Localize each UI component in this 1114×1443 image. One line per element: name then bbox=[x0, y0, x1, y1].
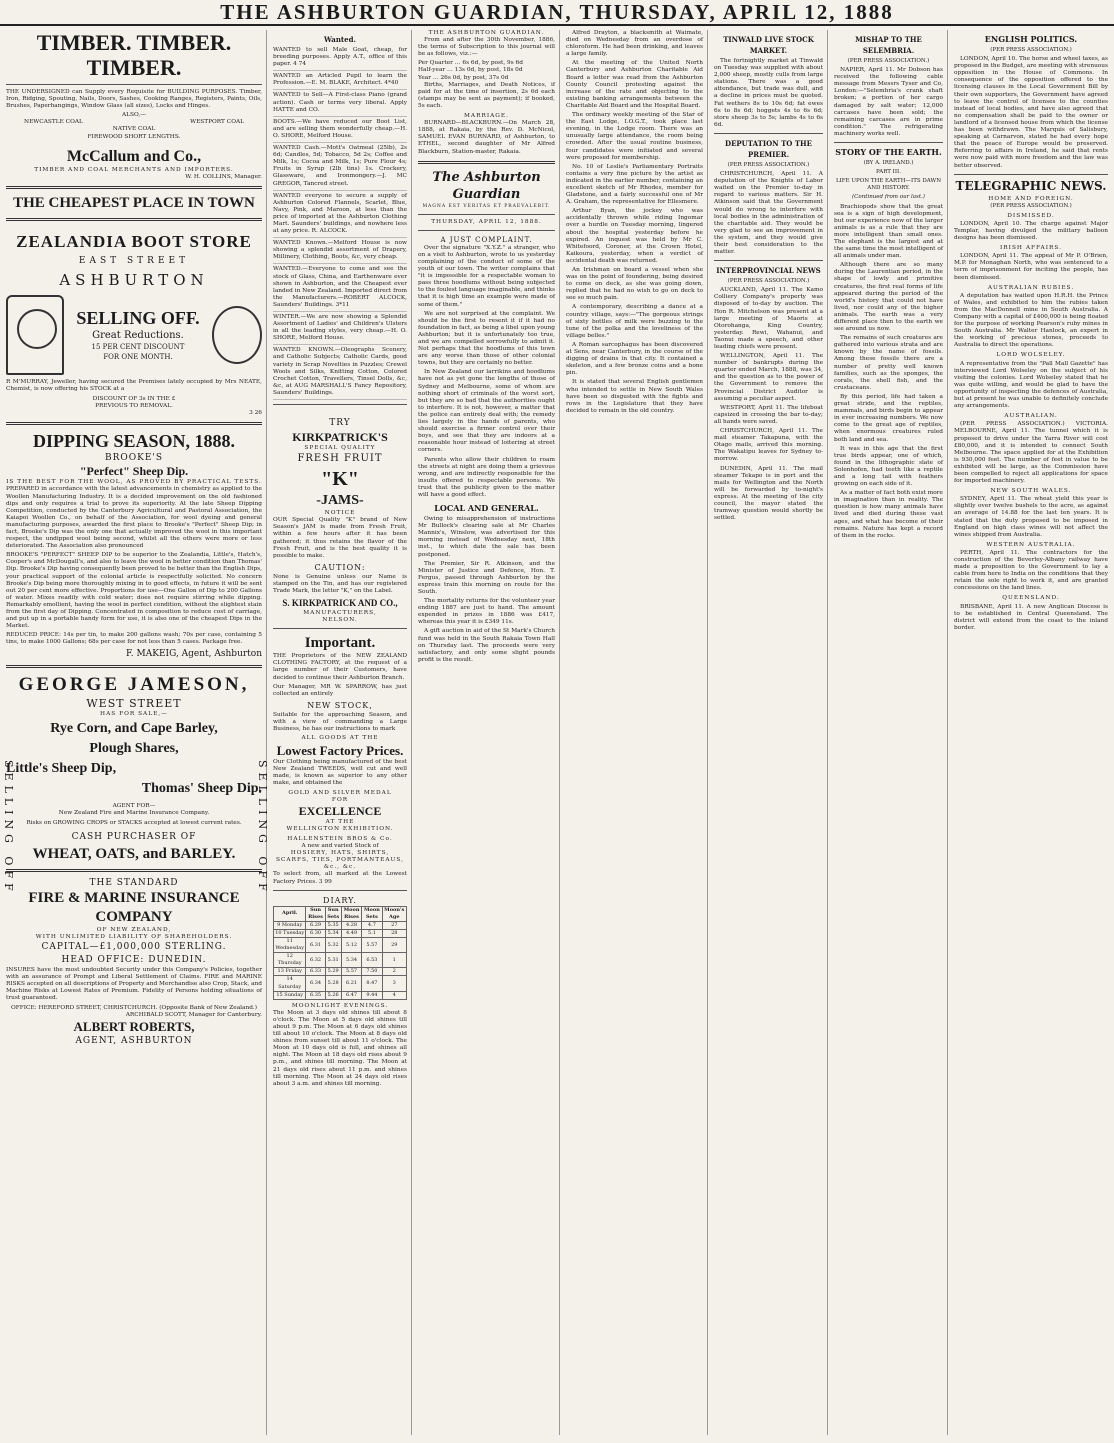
timber-coal-3: NATIVE COAL bbox=[112, 126, 156, 133]
important-at: AT THE bbox=[325, 818, 355, 825]
diary-cell: 6.31 bbox=[306, 937, 325, 952]
standard-capital: CAPITAL—£1,000,000 STERLING. bbox=[41, 942, 227, 953]
interprovincial-item: CHRISTCHURCH, April 11. The mail steamer Takapuna, with the Otago mails, arrived this morning. The Wakatipu leaves for Sydney to-morrow. bbox=[714, 428, 823, 463]
local-paragraph: The mortality returns for the volunteer year ending 1887 are just to hand. The amount expended in prizes in 1886 was £417, whereas this year it is £349 11s. bbox=[418, 598, 555, 626]
english-politics-body: LONDON, April 10. The horse and wheel taxes, as proposed in the Budget, are meeting with strenuous opposition in the House of Commons. In consequence of the opposition offered to the licensing clauses in the Local Government Bill by their own supporters, the Government have agreed to leave the control of licenses to the counties instead of local bodies, and have also agreed that no compensation shall be paid to the owner or landlord of a licensed house from which the license has been withdrawn. The Marquis of Salisbury, speaking at Carnarvon, stated he had every hope that the peace of Europe would be preserved. Referring to affairs in Ireland, he said that rents were now paid with more freedom and the law was better observed. bbox=[954, 56, 1108, 169]
important-exhibition: WELLINGTON EXHIBITION. bbox=[286, 825, 394, 832]
editorial-paragraph: In New Zealand our larrikins and hoodlums have not as yet gone the lengths of those of Sydney and Melbourne, some of whom are nothing short of criminals of the worst sort, but they are so bad that the authorities ought to interfere. It is not, however, a matter that the police can entirely deal with; the remedy lies largely in the hands of parents, who should exercise a firmer control over their boys, and see that they are indoors at a reasonable hour instead of loitering at street corners. bbox=[418, 369, 555, 454]
wanted-ad: WANTED Cash.—Mott's Oatmeal (25lb), 2s 6d; Candles, 5d; Tobacco, 5d 2s; Coffee and Milk, 1s; Cocoa and Milk, 1s; Pure Flour 4s; Fruits in Syrup (2lb tins) 1s. Crockery, Glassware, and Ironmongery.—J. MC GREGOR, Tancred street. bbox=[273, 145, 407, 191]
diary-cell: 3 bbox=[382, 976, 406, 991]
diary-col-header: Sun Sets bbox=[325, 906, 341, 921]
interprovincial-news bbox=[714, 287, 823, 522]
wanted-ad: BOOTS.—We have reduced our Boot List, and are selling them wonderfully cheap.—H. O. SHORE, Melford House. bbox=[273, 119, 407, 143]
diary-cell: 14 Saturday bbox=[274, 976, 306, 991]
diary-col-header: April. bbox=[274, 906, 306, 921]
editorial-date: THURSDAY, APRIL 12, 1888. bbox=[431, 218, 542, 225]
diary-cell: 5.12 bbox=[341, 937, 362, 952]
jameson-name: GEORGE JAMESON, bbox=[18, 674, 250, 696]
jameson-item-2: Plough Shares, bbox=[89, 740, 179, 756]
story-paragraph: It was in this age that the first true birds appear, one of which, found in the lithographic slate of Solenhofen, had teeth like a reptile and a long tail with feathers growing on each side of it. bbox=[834, 445, 943, 488]
terms-line: Half-year … 13s 0d, by post, 18s 0d bbox=[418, 67, 523, 74]
diary-cell: 4.28 bbox=[341, 921, 362, 929]
marriage-heading: MARRIAGE. bbox=[463, 113, 510, 120]
editorial-paper: The Ashburton Guardian bbox=[432, 169, 541, 202]
diary-cell: 5.32 bbox=[325, 937, 341, 952]
telegraphic-section-heading: NEW SOUTH WALES. bbox=[990, 488, 1072, 495]
diary-cell: 8.47 bbox=[362, 976, 382, 991]
timber-body: THE UNDERSIGNED can Supply every Requisite for BUILDING PURPOSES. Timber, Iron, Ridging, Spouting, Nails, Doors, Sashes, Cooking Ranges, Registers, Paints, Oils, Brushes, Paperhangings, Window Glass (all sizes), Locks and Hinges. bbox=[6, 89, 262, 110]
standard-offices: OFFICE: HEREFORD STREET, CHRISTCHURCH. (Opposite Bank of New Zealand.) bbox=[10, 1004, 258, 1011]
timber-manager: W. H. COLLINS, Manager. bbox=[185, 173, 262, 180]
diary-cell: 6.32 bbox=[306, 953, 325, 968]
important-suitable: Suitable for the approaching Season, and with a view of commanding a Large Business, he has our instructions to mark bbox=[273, 711, 407, 732]
deputation-body: CHRISTCHURCH, April 11. A deputation of the Knights of Labor waited on the Premier to-day in regard to various matters. Sir H. Atkinson said that the Government would do wrong to interfere with local bodies in the administration of the charitable aid. They would be very glad to see an improvement in the system, and they would give their best consideration to the matter. bbox=[714, 171, 823, 256]
telegraphic-section-heading: WESTERN AUSTRALIA. bbox=[986, 541, 1076, 548]
deputation-heading: DEPUTATION TO THE PREMIER. bbox=[725, 138, 812, 159]
tinwald-body: The fortnightly market at Tinwald on Tuesday was supplied with about 2,000 sheep, mostly culls from large stations. There was a good attendance, but trade was dull, and a decline in prices must be quoted. Fat wethers 8s to 10s 6d; fat ewes 6s to 8s 6d; hoggets 4s to 6s 6d; store sheep 3s to 5s; lambs 4s to 6s 6d. bbox=[714, 58, 823, 128]
wanted-ad: WINTER.—We are now showing a Splendid Assortment of Ladies' and Children's Ulsters in all the leading styles, very cheap.—H. O. SHORE, Melford House. bbox=[273, 314, 407, 345]
column-7 bbox=[950, 30, 1112, 1435]
important-all-goods: ALL GOODS AT THE bbox=[301, 735, 379, 742]
zealandia-street: EAST STREET bbox=[78, 255, 190, 266]
editorial-paragraph: Parents who allow their children to roam the streets at night are doing them a grievous wrong, and are indirectly responsible for the insults offered to respectable persons. We trust that the publicity given to the matter will have a good effect. bbox=[418, 456, 555, 498]
interprovincial-item: WELLINGTON, April 11. The number of bankrupts during the quarter ended March, 1888, was 34, and the question as to the power of the Government to remove the Provincial District Auditor is assuming a peculiar aspect. bbox=[714, 353, 823, 402]
telegraphic-section-body: SYDNEY, April 11. The wheat yield this year is slightly over twelve bushels to the acre, as against an average of 14.88 for the last ten years. It is stated that the duty proposed to be imposed in England on high class wines will not affect the wines shipped from Australia. bbox=[954, 496, 1108, 538]
interprovincial-item: WESTPORT, April 11. The lifeboat capsized in crossing the bar to-day; all hands were saved. bbox=[714, 404, 823, 425]
diary-cell: 6.34 bbox=[306, 976, 325, 991]
col4-paragraph: Arthur Byan, the jockey who was accidentally thrown while riding Ingomar over a hurdle on Tuesday morning, lingered about the hospital yesterday before he expired. An inquest was held by Mr C. Whitefoord, Coroner, at the Crown Hotel, Kaikoura, yesterday, when a verdict of accidental death was returned. bbox=[566, 208, 703, 264]
story-heading: STORY OF THE EARTH. bbox=[835, 147, 942, 158]
timber-firewood: FIREWOOD SHORT LENGTHS. bbox=[87, 133, 181, 140]
diary-col-header: Sun Rises bbox=[306, 906, 325, 921]
telegraphic-section-body: BRISBANE, April 11. A new Anglican Diocese is to be established in Central Queensland. The district will extend from the coast to the inland border. bbox=[954, 603, 1108, 631]
diary-cell: 9 Monday bbox=[274, 921, 306, 929]
timber-heading: TIMBER. TIMBER. TIMBER. bbox=[36, 30, 232, 80]
telegraphic-section-heading: QUEENSLAND. bbox=[1002, 595, 1060, 602]
selling-off-side-right: SELLING OFF bbox=[256, 760, 269, 896]
diary-cell: 6.30 bbox=[306, 929, 325, 937]
standard-liability: WITH UNLIMITED LIABILITY OF SHAREHOLDERS. bbox=[35, 933, 233, 940]
diary-row bbox=[274, 953, 407, 968]
important-medal: GOLD AND SILVER MEDAL bbox=[288, 789, 392, 796]
kirk-caution-body: None is Genuine unless our Name is stamped on the Tin, and has our registered Trade Mark, the letter "K," on the Label. bbox=[273, 573, 407, 594]
timber-also: ALSO,— bbox=[121, 112, 147, 119]
dip-brand: BROOKE'S bbox=[104, 453, 164, 464]
diary-row bbox=[274, 976, 407, 991]
deputation-sub: (PER PRESS ASSOCIATION.) bbox=[727, 161, 810, 168]
telegraphic-section-body: (PER PRESS ASSOCIATION.) VICTORIA. MELBOURNE, April 11. The tunnel which it is proposed to drive under the Yarra River will cost £80,000, and it is intended to connect South Melbourne. The space applied for at the Exhibition is 930,000 feet. The number of feet in value to be exhibited will be large, as the Commission have been compelled to reject all applications for space for imported machinery. bbox=[954, 421, 1108, 485]
editorial-paragraph: We are not surprised at the complaint. We should be the first to resent it if it had no foundation in fact, as being a libel upon young Ashburton; but it is unfortunately too true, and we are compelled sorrowfully to admit it. Not perhaps that the hoodlums of this town are any worse than those of other colonial towns, but they are certainly no better. bbox=[418, 310, 555, 367]
diary-cell: 27 bbox=[382, 921, 406, 929]
col4-paragraph: A contemporary, describing a dance at a country village, says:—"The gorgeous strings of sixty bottles of milk were buzzing to the tune of the polka and the loveliness of the village belles." bbox=[566, 304, 703, 339]
interprovincial-heading: INTERPROVINCIAL NEWS bbox=[716, 266, 821, 276]
zealandia-title: ZEALANDIA BOOT STORE bbox=[16, 231, 252, 251]
kirk-name: KIRKPATRICK'S bbox=[292, 430, 388, 445]
important-new-stock: NEW STOCK, bbox=[307, 700, 373, 710]
english-politics-heading: ENGLISH POLITICS. bbox=[984, 34, 1078, 44]
column-5 bbox=[710, 30, 828, 1435]
diary-cell: 4.7 bbox=[362, 921, 382, 929]
wanted-ad: WANTED everyone to secure a supply of Ashburton Colored Flannels, Scarlet, Blue, Navy, Pink, and Maroon, at less than the price of imported at the Ashburton Clothing Mart. Saunders' buildings, and nowhere less at any price. R. ALCOCK. bbox=[273, 193, 407, 239]
dip-body-2: BROOKE'S "PERFECT" SHEEP DIP to be superior to the Zealandia, Little's, Hatch's, Cooper's and McDougall's, and also to leave the wool in better condition than Thomas' Dip. Brooke's Dip having consequently been proved to be better than the English Dips, your practical support of the colonial article is respectfully solicited. No concern Brooke's Dip being more thoroughly mixing in to good effects, in future it will be sent out 20 per cent more effective. Proportions for use—One Gallon of Dip to 200 Gallons of water. Mixes readily with cold water; does not require stirring while dipping. Remarkably emollient, having the wool in perfect condition, without the slightest stain from the first day of Dipping. Concentrated in composition to reduce cost of carriage, and put up in a portable handy form for use, it is also one of the cheapest Dips in the Market. bbox=[6, 552, 262, 630]
selling-off-removal: PREVIOUS TO REMOVAL. bbox=[95, 403, 173, 410]
diary-row bbox=[274, 968, 407, 976]
diary-cell: 9.44 bbox=[362, 991, 382, 999]
diary-cell: 29 bbox=[382, 937, 406, 952]
diary-cell: 12 Thursday bbox=[274, 953, 306, 968]
diary-cell: 2 bbox=[382, 968, 406, 976]
important-for: FOR bbox=[331, 796, 349, 803]
telegraphic-section-body: A representative from the "Pall Mall Gazette" has interviewed Lord Wolseley on the subject of his visiting the colonies. Lord Wolseley stated that he was quite willing, and would be glad to have the opportunity of inspecting the defences of Australia, but at present he was unable to definitely conclude any arrangements. bbox=[954, 360, 1108, 410]
diary-cell: 1 bbox=[382, 953, 406, 968]
selling-off-body: R M'MURRAY, Jeweller, having secured the Premises lately occupied by Mrs NEATE, Chemist, is now offering his STOCK at a bbox=[6, 378, 262, 392]
wanted-ad: WANTED.—Everyone to come and see the stock of Glass, China, and Earthenware ever shown in Ashburton, and the Cheapest ever landed in New Zealand. Imported direct from the Manufacturers.—ROBERT ALCOCK, Saunders' Buildings. 3*11 bbox=[273, 266, 407, 312]
telegraphic-sub: HOME AND FOREIGN. bbox=[988, 195, 1074, 202]
col4-paragraph: No. 10 of Leslie's Parliamentary Portraits contains a very fine picture by the artist as indicated in the earlier number, containing an excellent sketch of Mr Rhodes, member for Gladstone, and a fairly successful one of Mr A. Graham, the representative for Ellesmere. bbox=[566, 163, 703, 206]
telegraphic-section-heading: LORD WOLSELEY. bbox=[996, 352, 1066, 359]
important-excellence: EXCELLENCE bbox=[298, 803, 382, 818]
diary-cell: 5.1 bbox=[362, 929, 382, 937]
col4-paragraph: The ordinary weekly meeting of the Star of the East Lodge, I.O.G.T., took place last evening, in the Lodge room. There was an unusually large attendance, the room being crowded. After the usual routine business, four candidates were initiated and several were proposed for membership. bbox=[566, 112, 703, 161]
terms-lines bbox=[418, 60, 555, 81]
diary-cell: 5.34 bbox=[325, 929, 341, 937]
telegraphic-section-heading: AUSTRALIAN RUBIES. bbox=[987, 284, 1075, 291]
diary-cell: 6.29 bbox=[306, 921, 325, 929]
column-6 bbox=[830, 30, 948, 1435]
dip-body-1: PREPARED in accordance with the latest advancements in chemistry as applied to the Woollen Manufacturing Industry. It is a decided improvement on the old fashioned dips and only requires a trial to prove its superiority. At the late Sheep Dipping Competition, conducted by the Canterbury Agricultural and Pastoral Association, the Kaiapoi Woollen Co., on behalf of the Association, for wool dyeing and general manufacturing purposes, awarded the first place to Brooke's "Perfect" Sheep Dip; in fact, Brooke's Dip was the only one that actually improved the wool in this important respect, the undipped wool being second, whilst all the others were more or less deteriorated. The Association also pronounced bbox=[6, 486, 262, 550]
mishap-heading: MISHAP TO THE SELEMBRIA. bbox=[855, 35, 922, 55]
selling-off-line-3: FOR ONE MONTH. bbox=[103, 353, 173, 362]
jameson-wheat: WHEAT, OATS, and BARLEY. bbox=[32, 845, 236, 862]
diary-cell: 5.26 bbox=[325, 991, 341, 999]
telegraphic-section-heading: IRISH AFFAIRS. bbox=[1000, 245, 1062, 252]
diary-cell: 5.29 bbox=[325, 968, 341, 976]
column-1 bbox=[2, 30, 267, 1435]
important-firm: HALLENSTEIN BROS & Co. bbox=[287, 835, 393, 842]
story-paragraph: Brachiopods show that the great sea is a sign of high development, but our experience now of the larger animals is as a rule that they are more intelligent than small ones. The elephant is the largest and at the same time the most intelligent of all animals under man. bbox=[834, 203, 943, 260]
mishap-sub: (PER PRESS ASSOCIATION.) bbox=[847, 58, 930, 64]
jameson-item-4: Thomas' Sheep Dip. bbox=[141, 780, 262, 796]
jameson-cash: CASH PURCHASER OF bbox=[71, 831, 197, 842]
local-paragraph: The Premier, Sir R. Atkinson, and the Minister of Justice and Defence, Hon. T. Fergus, passed through Ashburton by the express train this morning on route for the South. bbox=[418, 560, 555, 595]
diary-row bbox=[274, 921, 407, 929]
cheapest-heading: THE CHEAPEST PLACE IN TOWN bbox=[13, 194, 255, 211]
zealandia-town: ASHBURTON bbox=[59, 270, 209, 289]
diary-cell: 5.28 bbox=[325, 976, 341, 991]
standard-the: THE STANDARD bbox=[89, 877, 179, 888]
wanted-ad: WANTED Known.—Melford House is now showing a splendid assortment of Drapery, Millinery, Clothing, Boots, &c, very cheap. bbox=[273, 240, 407, 264]
col4-paragraph: At the meeting of the United North Canterbury and Ashburton Charitable Aid Board a letter was read from the Ashburton County Council protesting against the increase of the rate and objecting to the existing banking arrangements between the Charitable Aid Board and the Hospital Board. bbox=[566, 60, 703, 109]
wanted-ad: WANTED an Articled Pupil to learn the Profession.—E. M. BLAKE, Architect. 4*40 bbox=[273, 73, 407, 90]
column-2 bbox=[269, 30, 412, 1435]
diary-cell: 5.57 bbox=[341, 968, 362, 976]
story-paragraph: The remains of such creatures are gathered into various strata and are known by the name of fossils. Among these fossils there are a number of pretty well known families, such as the sponges, the corals, the shell fish, and the crustaceans. bbox=[834, 335, 943, 391]
kirk-notice: NOTICE bbox=[324, 510, 356, 517]
diary-table bbox=[273, 906, 407, 1000]
important-heading: Important. bbox=[304, 635, 376, 652]
tinwald-heading: TINWALD LIVE STOCK MARKET. bbox=[723, 35, 814, 55]
col4-paragraph: A Roman sarcophagus has been discovered at Sens, near Canterbury, in the course of the digging of drains in that city. It contained a skeleton, and a few bronze coins and a bone pin. bbox=[566, 341, 703, 377]
jameson-agent-for: AGENT FOR— bbox=[112, 802, 156, 809]
telegraphic-section-body: A deputation has waited upon H.R.H. the Prince of Wales, and exhibited to him the rubies taken from the MacDonnell mine in South Australia. A Company with a capital of £400,000 is being floated for the purpose of working Pearson's ruby mines in South Australia. Mr Walter Hanlock, an expert in the working of precious stones, proceeds to Australia to direct the operations. bbox=[954, 292, 1108, 349]
dip-agent: F. MAKEIG, Agent, Ashburton bbox=[125, 649, 262, 660]
diary-cell: 13 Friday bbox=[274, 968, 306, 976]
telegraphic-section-heading: DISMISSED. bbox=[1007, 212, 1055, 219]
diary-cell: 7.50 bbox=[362, 968, 382, 976]
selling-off-line-1: Great Reductions. bbox=[92, 330, 184, 342]
standard-body: INSURES have the most undoubted Security under this Company's Policies, together with an assurance of Prompt and Liberal Settlement of Claims. FIRE and MARINE RISKS accepted on all descriptions of Property and Merchandise also Crop, Stack, and Machine Risks at Lowest Rates of Premium. Fidelity of Persons holding situations of trust guaranteed. bbox=[6, 967, 262, 1002]
selling-off-discount: DISCOUNT OF 3s IN THE £ bbox=[92, 396, 176, 403]
mishap-body: NAPIER, April 11. Mr Dobson has received the following cable message from Messrs Tyser and Co, London:—"Selembria's crank shaft broken; a portion of her cargo damaged by salt water; 12,000 carcases have been sold; the remaining carcases are in prime condition." The refrigerating machinery works well. bbox=[834, 67, 943, 137]
diary-notes: The Moon at 3 days old shines till about 8 o'clock. The Moon at 5 days old shines till about 9 p.m. The Moon at 6 days old shines till about 10 o'clock. The Moon at 8 days old shines from sunset till about 11 o'clock. The Moon at 10 days old is full, and shines all night. The Moon at 18 days old rises about 9 p.m., and shines till morning. The Moon at 21 days old rises about 11 p.m. and shines till morning. The Moon at 24 days old rises about 3 a.m. and shines till morning. bbox=[273, 1009, 407, 1087]
selling-off-code: 3 26 bbox=[249, 410, 262, 417]
diary-cell: 6.47 bbox=[341, 991, 362, 999]
kirk-k: "K" bbox=[321, 468, 359, 491]
english-politics-sub: (PER PRESS ASSOCIATION.) bbox=[990, 47, 1072, 53]
diary-row bbox=[274, 929, 407, 937]
important-new-stock-2: A new and varied Stock of bbox=[301, 843, 379, 850]
diary-col-header: Moon Rises bbox=[341, 906, 362, 921]
diary-cell: 6.21 bbox=[341, 976, 362, 991]
story-body bbox=[834, 204, 943, 540]
masthead-title: THE ASHBURTON GUARDIAN, THURSDAY, APRIL 12, 1888 bbox=[220, 0, 894, 24]
diary-cell: 10 Tuesday bbox=[275, 929, 305, 936]
kirk-try: TRY bbox=[329, 418, 351, 429]
telegraphic-section-body: LONDON, April 11. The appeal of Mr P. O'Brien, M.P. for Monaghan North, who was sentenced to a term of imprisonment for inciting the people, has been dismissed. bbox=[954, 253, 1108, 281]
selling-off-side-left: SELLING OFF bbox=[2, 760, 15, 896]
telegraphic-sections bbox=[954, 213, 1108, 632]
col4-paragraph: It is stated that several English gentlemen who intended to settle in New South Wales have been so disgusted with the fights and rows in the Legislature that they have decided to remain in the old country. bbox=[566, 379, 703, 414]
wanted-ad: WANTED to Sell—A First-class Piano (grand action). Cash or terms very liberal. Apply HATTE and CO. bbox=[273, 92, 407, 116]
telegraphic-section-body: PERTH, April 11. The contractors for the construction of the Beverley-Albany railway have made a proposition to the Government to lay a cable from here to India on the conditions that they retain the sole right to work it, and are granted concessions on the land lines. bbox=[954, 549, 1108, 592]
terms-line: Per Quarter … 6s 6d, by post, 9s 6d bbox=[418, 60, 523, 67]
diary-heading: DIARY. bbox=[323, 895, 357, 905]
editorial-title: A JUST COMPLAINT. bbox=[440, 235, 533, 244]
story-part: PART III. bbox=[876, 169, 901, 176]
selling-off-line-2: 15 PER CENT DISCOUNT bbox=[91, 343, 185, 352]
dip-title: DIPPING SEASON, 1888. bbox=[32, 431, 236, 452]
terms-body-2: Births, Marriages, and Death Notices, if paid for at the time of insertion, 2s 6d each (stamps may be sent as payment); if booked, 5s each. bbox=[418, 81, 555, 109]
wanted-ad: WANTED to sell Male Goat, cheap, for breeding purposes. Apply A.T., office of this paper. 4 74 bbox=[273, 47, 407, 71]
diary-cell: 6.53 bbox=[362, 953, 382, 968]
story-paragraph: Although there are so many during the Laurentian period, in the shape of lowly and primitive creatures, the first real forms of life appeared during the period of the world's history that could not have lived, nor could any of the higher animals. The earth was a very different place then to the earth we see around us now. bbox=[834, 262, 943, 333]
diary-col-header: Moon Sets bbox=[362, 906, 382, 921]
telegraphic-section-body: LONDON, April 10. The charge against Major Templar, having divulged the military balloon designs has been dismissed. bbox=[954, 220, 1108, 242]
kirk-jams: -JAMS- bbox=[316, 493, 364, 509]
column-4 bbox=[562, 30, 708, 1435]
diary-cell: 15 Sunday bbox=[274, 991, 306, 999]
important-manager: Our Manager, MR W. SPARROW, has just collected an entirely bbox=[273, 683, 407, 697]
diary-cell: 6.33 bbox=[306, 968, 325, 976]
timber-firm-sub: TIMBER AND COAL MERCHANTS AND IMPORTERS. bbox=[34, 166, 234, 173]
standard-agent-2: AGENT, ASHBURTON bbox=[75, 1035, 193, 1046]
telegraphic-heading: TELEGRAPHIC NEWS. bbox=[955, 178, 1107, 193]
terms-line: Year … 26s 0d, by post, 37s 0d bbox=[418, 74, 509, 81]
kirk-firm: S. KIRKPATRICK AND CO., bbox=[282, 598, 398, 609]
editorial-body bbox=[418, 245, 555, 499]
jameson-agency: New Zealand Fire and Marine Insurance Company. bbox=[58, 809, 210, 816]
diary-cell: 6.35 bbox=[306, 991, 325, 999]
diary-col-header: Moon's Age bbox=[382, 906, 406, 921]
timber-firm: McCallum and Co., bbox=[66, 147, 202, 165]
clock-illustration bbox=[6, 295, 64, 375]
story-paragraph: As a matter of fact both exist more in imagination than in reality. The question is how many animals have lived and died during these vast ages, and what has become of their remains. Nature has kept a record of them in the rocks. bbox=[834, 490, 943, 539]
telegraphic-pa: (PER PRESS ASSOCIATION.) bbox=[990, 202, 1072, 209]
timber-coal-1: NEWCASTLE COAL bbox=[24, 119, 83, 126]
jameson-item-1: Rye Corn, and Cape Barley, bbox=[50, 720, 218, 736]
diary-evening: MOONLIGHT EVENINGS. bbox=[291, 1002, 389, 1009]
diary-cell: 28 bbox=[382, 929, 406, 937]
standard-agent: ALBERT ROBERTS, bbox=[73, 1018, 195, 1034]
jameson-item-3: Little's Sheep Dip, bbox=[6, 760, 117, 776]
local-heading: LOCAL AND GENERAL. bbox=[434, 503, 539, 514]
diary-row bbox=[274, 991, 407, 999]
wanted-list bbox=[273, 47, 407, 400]
dip-tag: IS THE BEST FOR THE WOOL, AS PROVED BY PRACTICAL TESTS. bbox=[6, 479, 262, 486]
kirk-fresh: FRESH FRUIT bbox=[297, 453, 383, 465]
terms-heading: THE ASHBURTON GUARDIAN. bbox=[428, 30, 545, 36]
story-paragraph: By this period, life had taken a great stride, and the reptiles, mammals, and birds begin to appear in ever increasing numbers. We now come to the great age of reptiles, when enormous creatures ruled both land and sea. bbox=[834, 393, 943, 443]
selling-off-title: SELLING OFF. bbox=[76, 308, 200, 329]
col4-body bbox=[566, 60, 703, 415]
telegraphic-section-heading: AUSTRALIAN. bbox=[1004, 413, 1058, 420]
story-subtitle: LIFE UPON THE EARTH—ITS DAWN AND HISTORY. bbox=[835, 178, 941, 192]
diary-cell: 4 bbox=[382, 991, 406, 999]
jameson-street: WEST STREET bbox=[86, 697, 182, 711]
diary-cell: 5.35 bbox=[325, 921, 341, 929]
local-paragraph: Owing to misapprehension of instructions Mr Bullock's clearing sale at Mr Charles Mannix's, Winslow, was advertised for this morning instead of Wednesday next, 18th inst., to which date the sale has been postponed. bbox=[418, 516, 555, 558]
interprovincial-sub: (PER PRESS ASSOCIATION.) bbox=[727, 278, 810, 285]
diary-cell: 11 Wednesday bbox=[275, 937, 305, 952]
col4-intro: Alfred Drayton, a blacksmith at Waimate, died on Wednesday from an overdose of chloroform. He had been drinking, and leaves a large family. bbox=[566, 30, 703, 58]
kirk-special: SPECIAL QUALITY bbox=[304, 445, 376, 452]
wanted-ad: WANTED KNOWN.—Oleographs Scenery, and Catholic Subjects; Catholic Cards, good variety in Scrap Novelties in Puzzles; Crewel Wools and Silks, Knitting Cotton, Colored Crochet Cotton, Travellers, Tinsel Dolls, &c, &c, at AUG MARSHALL'S Fancy Repository, Saunders' Buildings. bbox=[273, 347, 407, 400]
important-body: THE Proprietors of the NEW ZEALAND CLOTHING FACTORY, at the request of a large number of their Customers, have decided to continue their Ashburton Branch. bbox=[273, 653, 407, 681]
kirk-notice-body: OUR Special Quality "K" brand of New Season's JAM is made from Fresh Fruit, within a few hours after it has been gathered; it thus retains the flavor of the Fresh Fruit, and is the best quality it is possible to make. bbox=[273, 517, 407, 559]
local-paragraph: A gift auction in aid of the St Mark's Church fund was held in the South Rakaia Town Hall on Thursday last. The proceeds were very satisfactory, and only some slight pounds profit is the result. bbox=[418, 628, 555, 663]
local-body bbox=[418, 516, 555, 664]
standard-office: HEAD OFFICE: DUNEDIN. bbox=[61, 955, 207, 966]
selling-off-block bbox=[6, 295, 262, 375]
standard-scott: ARCHIBALD SCOTT, Manager for Canterbury. bbox=[125, 1011, 262, 1018]
jameson-sale: HAS FOR SALE,— bbox=[100, 711, 168, 718]
watch-illustration bbox=[212, 306, 262, 364]
story-continued: (Continued from our last.) bbox=[852, 194, 925, 201]
interprovincial-item: DUNEDIN, April 11. The mail steamer Tekapo is in port and the mails for Wellington and the North will be forwarded by to-night's express. At the meeting of the city council, the mayor stated the tramway question would shortly be settled. bbox=[714, 465, 823, 522]
important-hosiery: HOSIERY, HATS, SHIRTS, SCARFS, TIES, PORTMANTEAUS, &c., &c. bbox=[275, 850, 405, 871]
editorial-motto: MAGNA EST VERITAS ET PRAEVALEBIT. bbox=[422, 203, 551, 209]
important-lowest: Lowest Factory Prices. bbox=[276, 743, 404, 759]
important-body-2: Our Clothing being manufactured of the best New Zealand TWEEDS, well cut and well made, is known as superior to any other make, and obtained the bbox=[273, 759, 407, 787]
kirk-mfrs: MANUFACTURERS, bbox=[303, 610, 377, 617]
marriage-notice: BURNARD—BLACKBURN.—On March 28, 1888, at Rakaia, by the Rev. D. McNicol, SAMUEL EVAN BURNARD, of Ashburton, to ETHEL, second daughter of Mr Alfred Blackburn, Station-master, Rakaia. bbox=[418, 120, 555, 155]
interprovincial-item: AUCKLAND, April 11. The Kamo Colliery Company's property was disposed of to-day by auction. The Hon R. Mitchelson was present at a large meeting of Maoris at Otorohanga, King Country, yesterday. Rewi, Wahanui, and Taonui made a speech, and other leading chiefs were present. bbox=[714, 287, 823, 350]
diary-cell: 5.34 bbox=[341, 953, 362, 968]
kirk-caution: CAUTION: bbox=[314, 562, 366, 572]
timber-coal-2: WESTPORT COAL bbox=[190, 119, 244, 126]
jameson-risks: Risks on GROWING CROPS or STACKS accepted at lowest current rates. bbox=[26, 819, 242, 826]
editorial-paragraph: Over the signature "X.Y.Z." a stranger, who on a visit to Ashburton, wrote to us yesterday complaining of the conduct of some of the youth of our town. The writer complains that "it is impossible for a respectable woman to pass three hoodlums without being subjected to the foulest language imaginable, and thinks that it is high time an example were made of some of them." bbox=[418, 244, 555, 308]
important-select: To select from, all marked at the Lowest Factory Prices. 3 99 bbox=[273, 871, 407, 885]
story-by: (BY A. IRELAND.) bbox=[863, 160, 914, 167]
diary-cell: 5.31 bbox=[325, 953, 341, 968]
dip-name: "Perfect" Sheep Dip. bbox=[79, 464, 189, 479]
masthead bbox=[0, 0, 1114, 26]
dip-price: REDUCED PRICE: 14s per tin, to make 200 gallons wash; 70s per case, containing 5 tins, to make 1000 Gallons; 68s per case for not less than 5 cases. Package free. bbox=[6, 632, 262, 646]
standard-of: OF NEW ZEALAND, bbox=[96, 926, 172, 933]
col4-paragraph: An Irishman on board a vessel when she was on the point of foundering, being desired to come on deck, as she was going down, replied that he had no wish to go on deck to see so much pain. bbox=[566, 267, 703, 302]
standard-title: FIRE & MARINE INSURANCE COMPANY bbox=[28, 889, 240, 925]
terms-body: From and after the 30th November, 1886, the terms of Subscription to this journal will be as follows, viz.:— bbox=[418, 37, 555, 58]
kirk-town: NELSON. bbox=[322, 617, 358, 624]
diary-row bbox=[274, 937, 407, 952]
column-3 bbox=[414, 30, 560, 1435]
diary-cell: 4.49 bbox=[341, 929, 362, 937]
wanted-heading: Wanted. bbox=[324, 35, 356, 44]
diary-cell: 5.57 bbox=[362, 937, 382, 952]
